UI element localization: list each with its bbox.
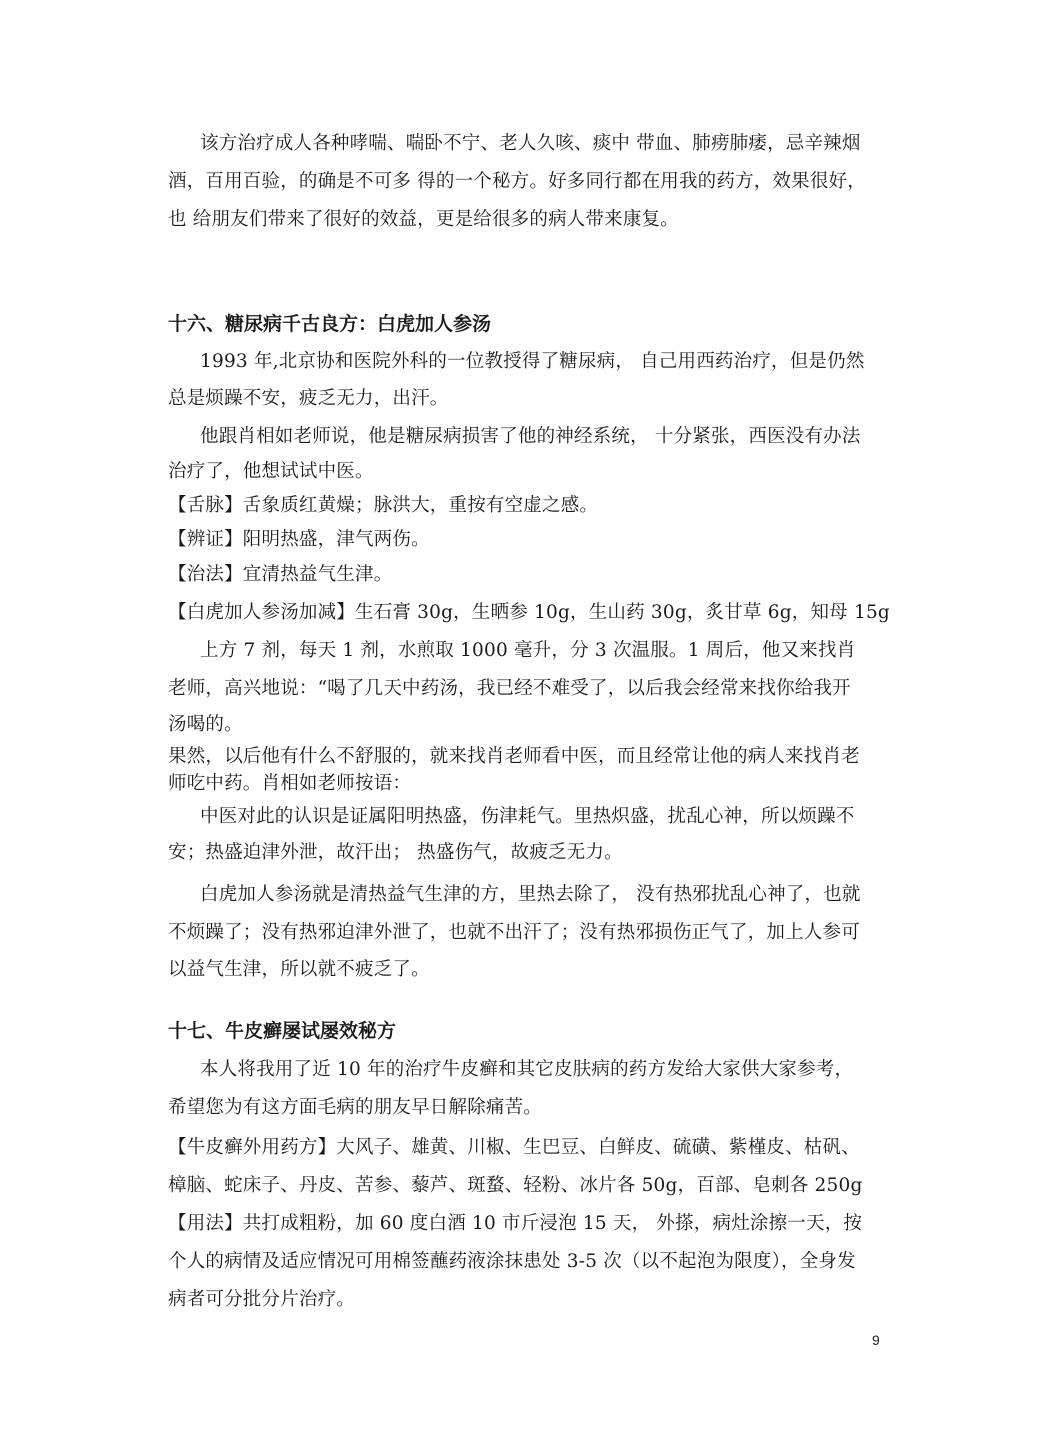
section-16-heading: 十六、糖尿病千古良方：白虎加人参汤: [168, 313, 492, 335]
text-line: 白虎加人参汤就是清热益气生津的方，里热去除了， 没有热邪扰乱心神了，也就: [200, 884, 861, 905]
section-17-heading: 十七、牛皮癣屡试屡效秘方: [168, 1020, 397, 1042]
usage-line: 【用法】共打成粗粉，加 60 度白酒 10 市斤浸泡 15 天， 外搽，病灶涂擦一天，按: [168, 1213, 863, 1234]
text-line: 老师，高兴地说：“喝了几天中药汤，我已经不难受了，以后我会经常来找你给我开: [168, 678, 851, 699]
text-line: 中医对此的认识是证属阳明热盛，伤津耗气。里热炽盛，扰乱心神，所以烦躁不: [200, 806, 855, 827]
text-line: 酒，百用百验，的确是不可多 得的一个秘方。好多同行都在用我的药方，效果很好，: [168, 171, 866, 192]
treatment-line: 【治法】宜清热益气生津。: [168, 564, 393, 585]
text-line: 他跟肖相如老师说，他是糖尿病损害了他的神经系统， 十分紧张，西医没有办法: [200, 426, 861, 447]
text-line: 以益气生津，所以就不疲乏了。: [168, 959, 430, 980]
text-line: 个人的病情及适应情况可用棉签蘸药液涂抹患处 3-5 次（以不起泡为限度），全身发: [168, 1251, 856, 1272]
text-line: 不烦躁了；没有热邪迫津外泄了，也就不出汗了；没有热邪损伤正气了，加上人参可: [168, 922, 860, 943]
text-line: 也 给朋友们带来了很好的效益，更是给很多的病人带来康复。: [168, 209, 679, 230]
text-line: 师吃中药。肖相如老师按语：: [168, 773, 412, 794]
text-line: 希望您为有这方面毛病的朋友早日解除痛苦。: [168, 1097, 543, 1118]
text-line: 1993 年,北京协和医院外科的一位教授得了糖尿病， 自己用西药治疗，但是仍然: [200, 351, 865, 372]
tongue-pulse-line: 【舌脉】舌象质红黄燥；脉洪大，重按有空虚之感。: [168, 495, 599, 516]
text-line: 汤喝的。: [168, 714, 243, 735]
diagnosis-line: 【辨证】阳明热盛，津气两伤。: [168, 529, 430, 550]
text-line: 果然，以后他有什么不舒服的，就来找肖老师看中医，而且经常让他的病人来找肖老: [168, 746, 860, 767]
page-number: 9: [872, 1332, 880, 1348]
text-line: 病者可分批分片治疗。: [168, 1289, 356, 1310]
text-line: 该方治疗成人各种哮喘、喘卧不宁、老人久咳、痰中 带血、肺痨肺痿，忌辛辣烟: [200, 133, 861, 154]
formula-line: 【白虎加人参汤加减】生石膏 30g，生晒参 10g，生山药 30g，炙甘草 6g，知母 15g: [168, 602, 890, 623]
text-line: 总是烦躁不安，疲乏无力，出汗。: [168, 388, 449, 409]
text-line: 治疗了，他想试试中医。: [168, 461, 374, 482]
text-line: 本人将我用了近 10 年的治疗牛皮癣和其它皮肤病的药方发给大家供大家参考，: [200, 1059, 854, 1080]
text-line: 樟脑、蛇床子、丹皮、苦参、藜芦、斑蝥、轻粉、冰片各 50g，百部、皂刺各 250g: [168, 1175, 863, 1196]
text-line: 上方 7 剂，每天 1 剂，水煎取 1000 毫升，分 3 次温服。1 周后，他又来找肖: [200, 640, 856, 661]
text-line: 安；热盛迫津外泄，故汗出； 热盛伤气，故疲乏无力。: [168, 842, 623, 863]
external-formula-line: 【牛皮癣外用药方】大风子、雄黄、川椒、生巴豆、白鲜皮、硫磺、紫槿皮、枯矾、: [168, 1137, 860, 1158]
